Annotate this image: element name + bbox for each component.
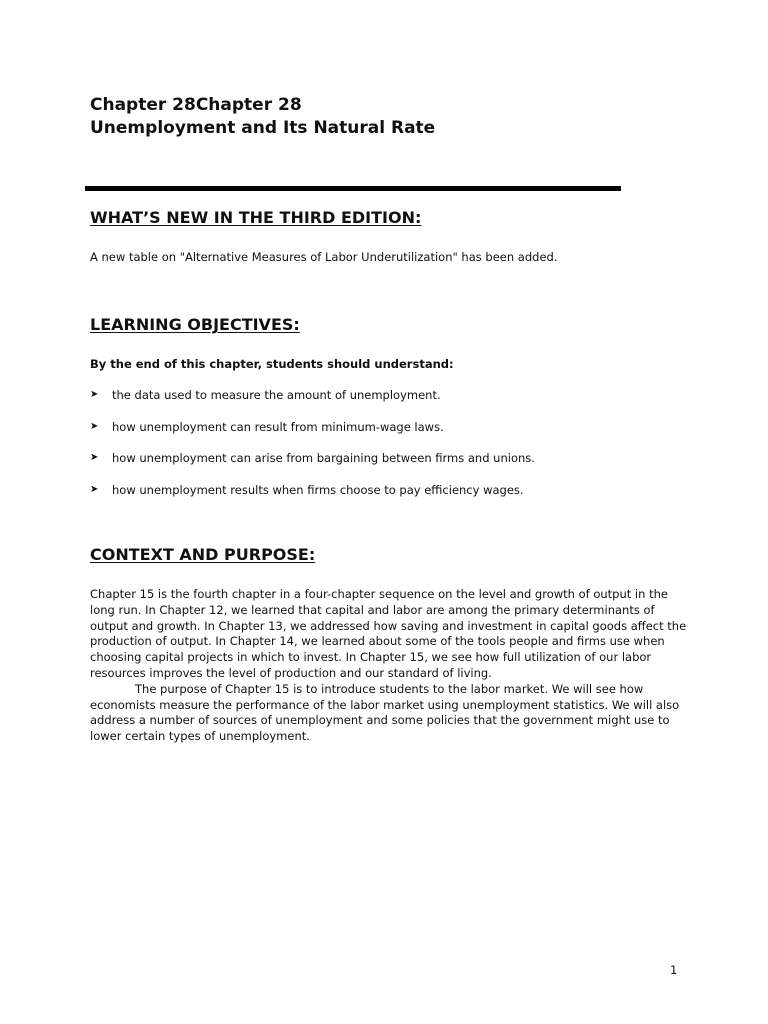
objective-text: how unemployment can arise from bargaining between firms and unions.: [112, 451, 535, 465]
chapter-number-title: Chapter 28Chapter 28: [90, 95, 302, 115]
objective-text: how unemployment results when firms choose to pay efficiency wages.: [112, 482, 524, 497]
context-body: [90, 587, 690, 745]
learning-objectives-lead-in: By the end of this chapter, students should understand:: [90, 357, 454, 371]
arrowhead-icon: ➤: [90, 483, 99, 495]
horizontal-rule: [85, 186, 621, 191]
page-number: 1: [670, 963, 678, 977]
context-paragraph-2: The purpose of Chapter 15 is to introduce students to the labor market. We will see how economists measure the performance of the labor market using unemployment statistics. We will also address a number of sources of unemployment and some policies that the government might use to lower certain types of unemployment.: [90, 681, 680, 744]
arrowhead-icon: ➤: [90, 389, 99, 400]
arrowhead-icon: ➤: [90, 452, 99, 463]
whats-new-heading: WHAT’S NEW IN THE THIRD EDITION:: [90, 208, 422, 227]
learning-objectives-heading: LEARNING OBJECTIVES:: [90, 315, 300, 334]
arrowhead-icon: ➤: [90, 420, 99, 432]
chapter-title: Unemployment and Its Natural Rate: [90, 118, 436, 138]
objectives-list: [90, 387, 690, 513]
objective-text: how unemployment can result from minimum-wage laws.: [112, 419, 444, 434]
chapter-heading: [90, 94, 710, 140]
objective-item: [90, 450, 690, 482]
objective-item: [90, 387, 690, 419]
context-heading: CONTEXT AND PURPOSE:: [90, 545, 316, 564]
whats-new-text: A new table on "Alternative Measures of Labor Underutilization" has been added.: [90, 250, 558, 264]
objective-text: the data used to measure the amount of unemployment.: [112, 388, 441, 402]
objective-item: [90, 482, 690, 514]
objective-item: [90, 419, 690, 451]
context-paragraph-1: Chapter 15 is the fourth chapter in a four-chapter sequence on the level and growth of output in the long run. In Chapter 12, we learned that capital and labor are among the primary determinants of output and growth. In Chapter 13, we addressed how saving and investment in capital goods affect the production of output. In Chapter 14, we learned about some of the tools people and firms use when choosing capital projects in which to invest. In Chapter 15, we see how full utilization of our labor resources improves the level of production and our standard of living.: [90, 587, 687, 680]
